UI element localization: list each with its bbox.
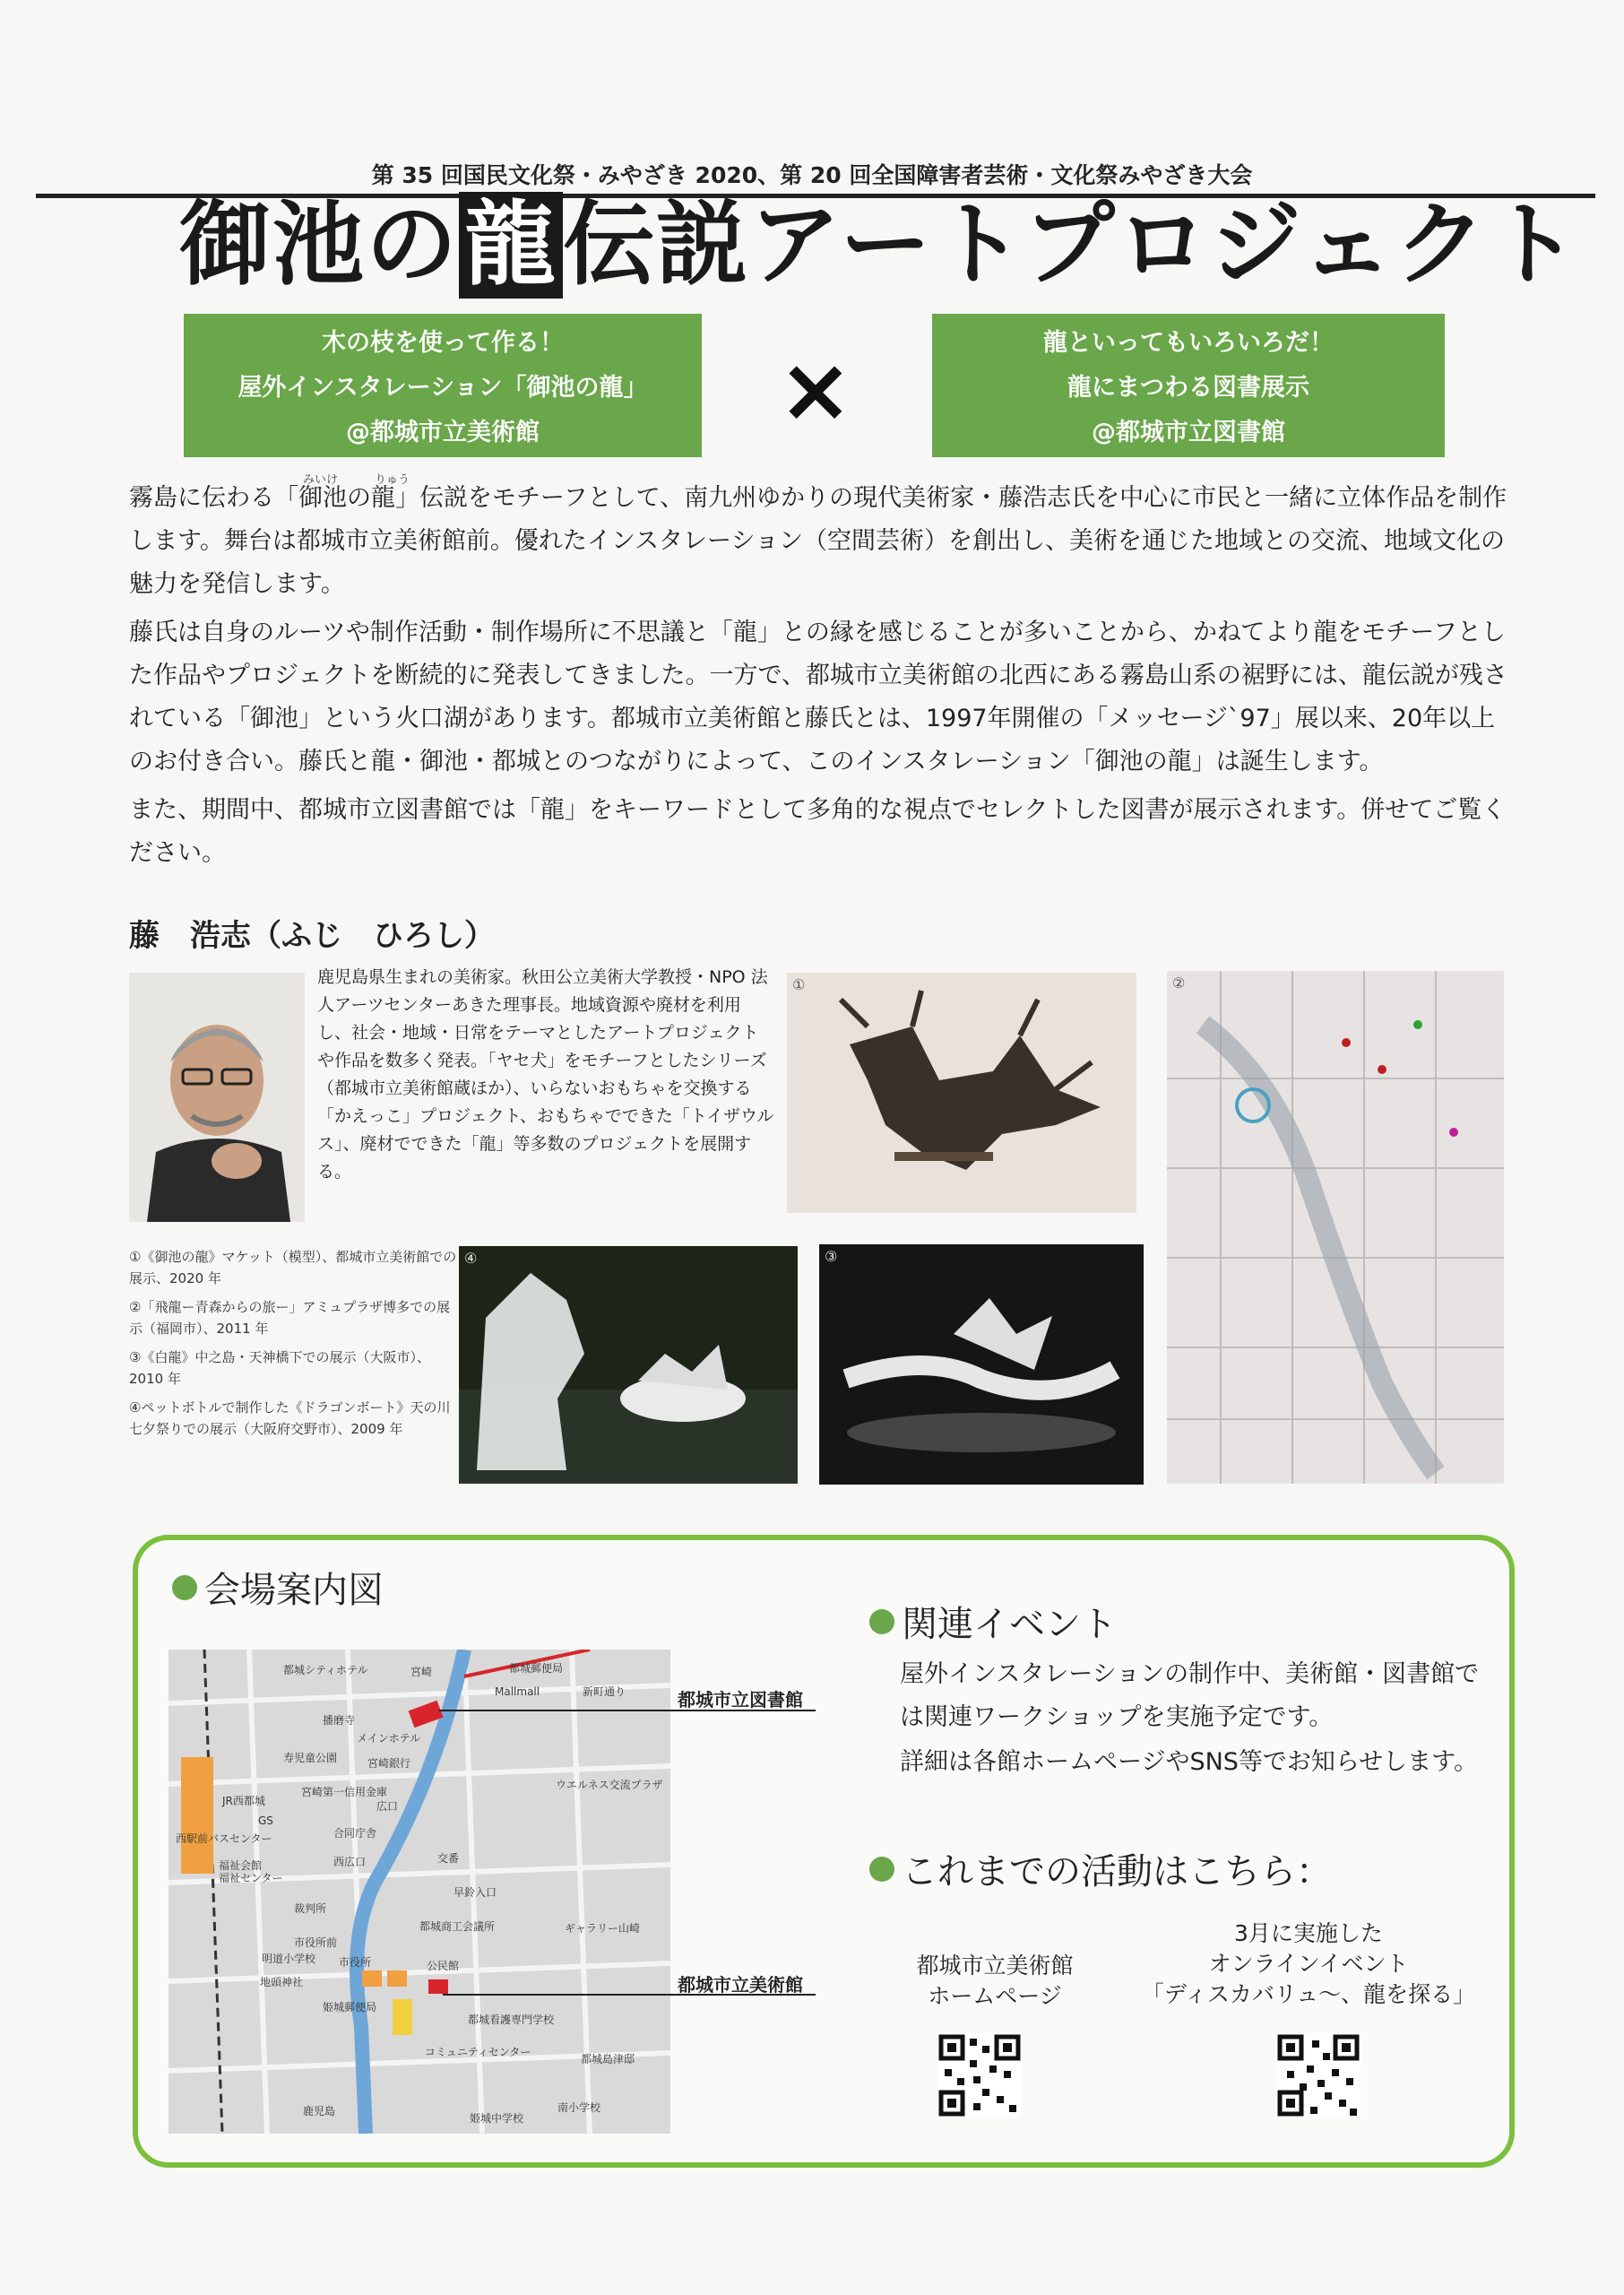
caption-3: ③《白龍》中之島・天神橋下での展示（大阪市）、2010 年: [129, 1349, 430, 1387]
events-heading: [869, 1596, 1117, 1647]
library-map-label: 都城市立図書館: [678, 1689, 803, 1710]
artist-name: 藤 浩志（ふじ ひろし）: [129, 918, 495, 954]
photo-hanging-dragon: [1167, 971, 1504, 1484]
installation-box-line1: 木の枝を使って作る！: [322, 329, 564, 357]
map-place: 南小学校: [557, 2101, 601, 2114]
events-heading-text: 関連イベント: [902, 1604, 1117, 1645]
museum-map-label: 都城市立美術館: [678, 1974, 803, 1996]
online-event-title: [1138, 1918, 1479, 2010]
artist-bio: 鹿児島県生まれの美術家。秋田公立美術大学教授・NPO 法人アーツセンターあきた理事長。地域資源や廃材を利用し、社会・地域・日常をテーマとしたアートプロジェクトや作品を数多く発表。「ヤセ犬」をモチーフとしたシリーズ（都城市立美術館蔵ほか）、いらないおもちゃを交換する「かえっこ」プロジェクト、おもちゃでできた「トイザウルス」、廃材でできた「龍」等多数のプロジェクトを展開する。: [317, 967, 774, 1182]
map-place: 裁判所: [294, 1902, 327, 1915]
photo-white-dragon: [819, 1244, 1144, 1485]
map-heading: [172, 1562, 384, 1613]
map-place: 鹿児島: [303, 2105, 336, 2117]
photo-number-2: ②: [1172, 974, 1186, 992]
map-place: 都城シティホテル: [283, 1664, 368, 1676]
event-subtitle: 第 35 回国民文化祭・みやざき 2020、第 20 回全国障害者芸術・文化祭みやざき大会: [371, 162, 1253, 188]
events-text-2: 詳細は各館ホームページやSNS等でお知らせします。: [900, 1748, 1478, 1776]
qr2-title-line: 「ディスカバリュ～、龍を探る」: [1141, 1981, 1476, 2007]
intro-text: [129, 477, 1509, 880]
photo-number-1: ①: [792, 976, 806, 993]
ruby-miike: みいけ: [303, 473, 339, 487]
map-place: 福祉会館: [219, 1859, 263, 1872]
ruby-ryu: りゅう: [375, 473, 410, 487]
map-place: ウエルネス交流プラザ: [556, 1779, 663, 1791]
map-place: 宮崎第一信用金庫: [301, 1786, 388, 1798]
map-place: 交番: [437, 1852, 460, 1865]
caption-4: ④ペットボトルで制作した《ドラゴンボート》天の川七夕祭りでの展示（大阪府交野市）、2009 年: [129, 1399, 451, 1437]
map-place: 姫城中学校: [470, 2112, 524, 2125]
map-place: 合同庁舎: [333, 1827, 377, 1840]
qr1-title-line: ホームページ: [928, 1983, 1062, 2009]
title-part2: 伝説アートプロジェクト: [563, 192, 1581, 299]
map-place: 播磨寺: [323, 1714, 356, 1727]
map-place: 宮崎銀行: [367, 1757, 411, 1770]
title-boxed-char: 龍: [459, 192, 563, 299]
bullet-dot-icon: [172, 1575, 197, 1600]
artist-portrait: [129, 973, 305, 1222]
map-place: 寿児童公園: [283, 1752, 338, 1764]
map-place: 広口: [376, 1800, 399, 1813]
map-place: 西駅前バスセンター: [176, 1832, 272, 1845]
venue-map: [168, 1650, 670, 2134]
map-place: 明道小学校: [262, 1953, 316, 1965]
library-box-line2: 龍にまつわる図書展示: [1067, 374, 1309, 402]
map-place: 都城郵便局: [509, 1662, 564, 1675]
online-event-qr-code[interactable]: [1276, 2033, 1361, 2117]
library-box-line3: @都城市立図書館: [1092, 419, 1285, 446]
cross-mark: ×: [778, 337, 853, 442]
map-place: コミュニティセンター: [425, 2046, 531, 2058]
activities-heading: [869, 1843, 1332, 1894]
map-place: 姫城郵便局: [323, 2001, 377, 2014]
map-place: JR西都城: [222, 1795, 265, 1807]
events-text: [900, 1653, 1482, 1784]
events-text-1: 屋外インスタレーションの制作中、美術館・図書館では関連ワークショップを実施予定です。: [900, 1660, 1480, 1731]
map-heading-text: 会場案内図: [204, 1570, 384, 1611]
caption-2: ②「飛龍ー青森からの旅ー」アミュプラザ博多での展示（福岡市）、2011 年: [129, 1299, 451, 1337]
qr2-title-line: 3月に実施した: [1234, 1920, 1383, 1946]
photo-captions: [129, 1246, 461, 1440]
qr1-title-line: 都城市立美術館: [916, 1953, 1074, 1979]
activities-heading-text: これまでの活動はこちら：: [902, 1851, 1332, 1892]
intro-paragraph-1: 霧島に伝わる「御池の龍」伝説をモチーフとして、南九州ゆかりの現代美術家・藤浩志氏を中心に市民と一緒に立体作品を制作します。舞台は都城市立美術館前。優れたインスタレーション（空間芸術）を創出し、美術を通じた地域との交流、地域文化の魅力を発信します。: [129, 484, 1507, 598]
caption-1: ①《御池の龍》マケット（模型）、都城市立美術館での展示、2020 年: [129, 1249, 457, 1286]
library-box-line1: 龍といってもいろいろだ！: [1043, 329, 1334, 357]
map-place: メインホテル: [357, 1732, 421, 1745]
photo-dragon-maquette: [787, 973, 1136, 1213]
installation-box-line3: @都城市立美術館: [346, 419, 540, 446]
map-place: 西広口: [333, 1856, 367, 1868]
photo-number-3: ③: [825, 1248, 838, 1265]
map-place: 市役所: [339, 1956, 372, 1969]
map-place: 地頭神社: [260, 1976, 304, 1988]
title-part1: 御池の: [179, 192, 459, 299]
photo-dragon-boat: [459, 1246, 798, 1484]
intro-paragraph-2: 藤氏は自身のルーツや制作活動・制作場所に不思議と「龍」との縁を感じることが多いことから、かねてより龍をモチーフとした作品やプロジェクトを断続的に発表してきました。一方で、都城市立美術館の北西にある霧島山系の裾野には、龍伝説が残されている「御池」という火口湖があります。都城市立美術館と藤氏とは、1997年開催の「メッセージ`97」展以来、20年以上のお付き合い。藤氏と龍・御池・都城とのつながりによって、このインスタレーション「御池の龍」は誕生します。: [129, 619, 1507, 775]
map-place: 公民館: [427, 1960, 460, 1972]
map-place: 新町通り: [583, 1685, 626, 1698]
map-place: GS: [258, 1814, 273, 1827]
map-place: 都城看護専門学校: [468, 2014, 555, 2026]
bullet-dot-icon: [869, 1857, 894, 1882]
map-place: 福祉センター: [219, 1872, 283, 1884]
intro-paragraph-3: また、期間中、都城市立図書館では「龍」をキーワードとして多角的な視点でセレクトした図書が展示されます。併せてご覧ください。: [129, 796, 1507, 867]
museum-homepage-qr-code[interactable]: [937, 2033, 1022, 2117]
qr2-title-line: オンラインイベント: [1208, 1951, 1409, 1977]
museum-homepage-title: [887, 1951, 1102, 2012]
map-place: ギャラリー山崎: [565, 1922, 641, 1935]
bullet-dot-icon: [869, 1609, 894, 1634]
photo-number-4: ④: [464, 1250, 478, 1267]
map-place: Mallmall: [495, 1685, 540, 1698]
map-place: 宮崎: [410, 1666, 433, 1678]
map-place: 市役所前: [294, 1936, 338, 1949]
library-box: [932, 314, 1445, 457]
installation-box-line2: 屋外インスタレーション「御池の龍」: [238, 374, 648, 402]
page-title: [179, 192, 1581, 299]
map-place: 都城商工会議所: [419, 1920, 496, 1933]
map-place: 早鈴入口: [454, 1886, 497, 1899]
installation-box: [184, 314, 702, 457]
map-place: 都城島津邸: [581, 2053, 635, 2066]
